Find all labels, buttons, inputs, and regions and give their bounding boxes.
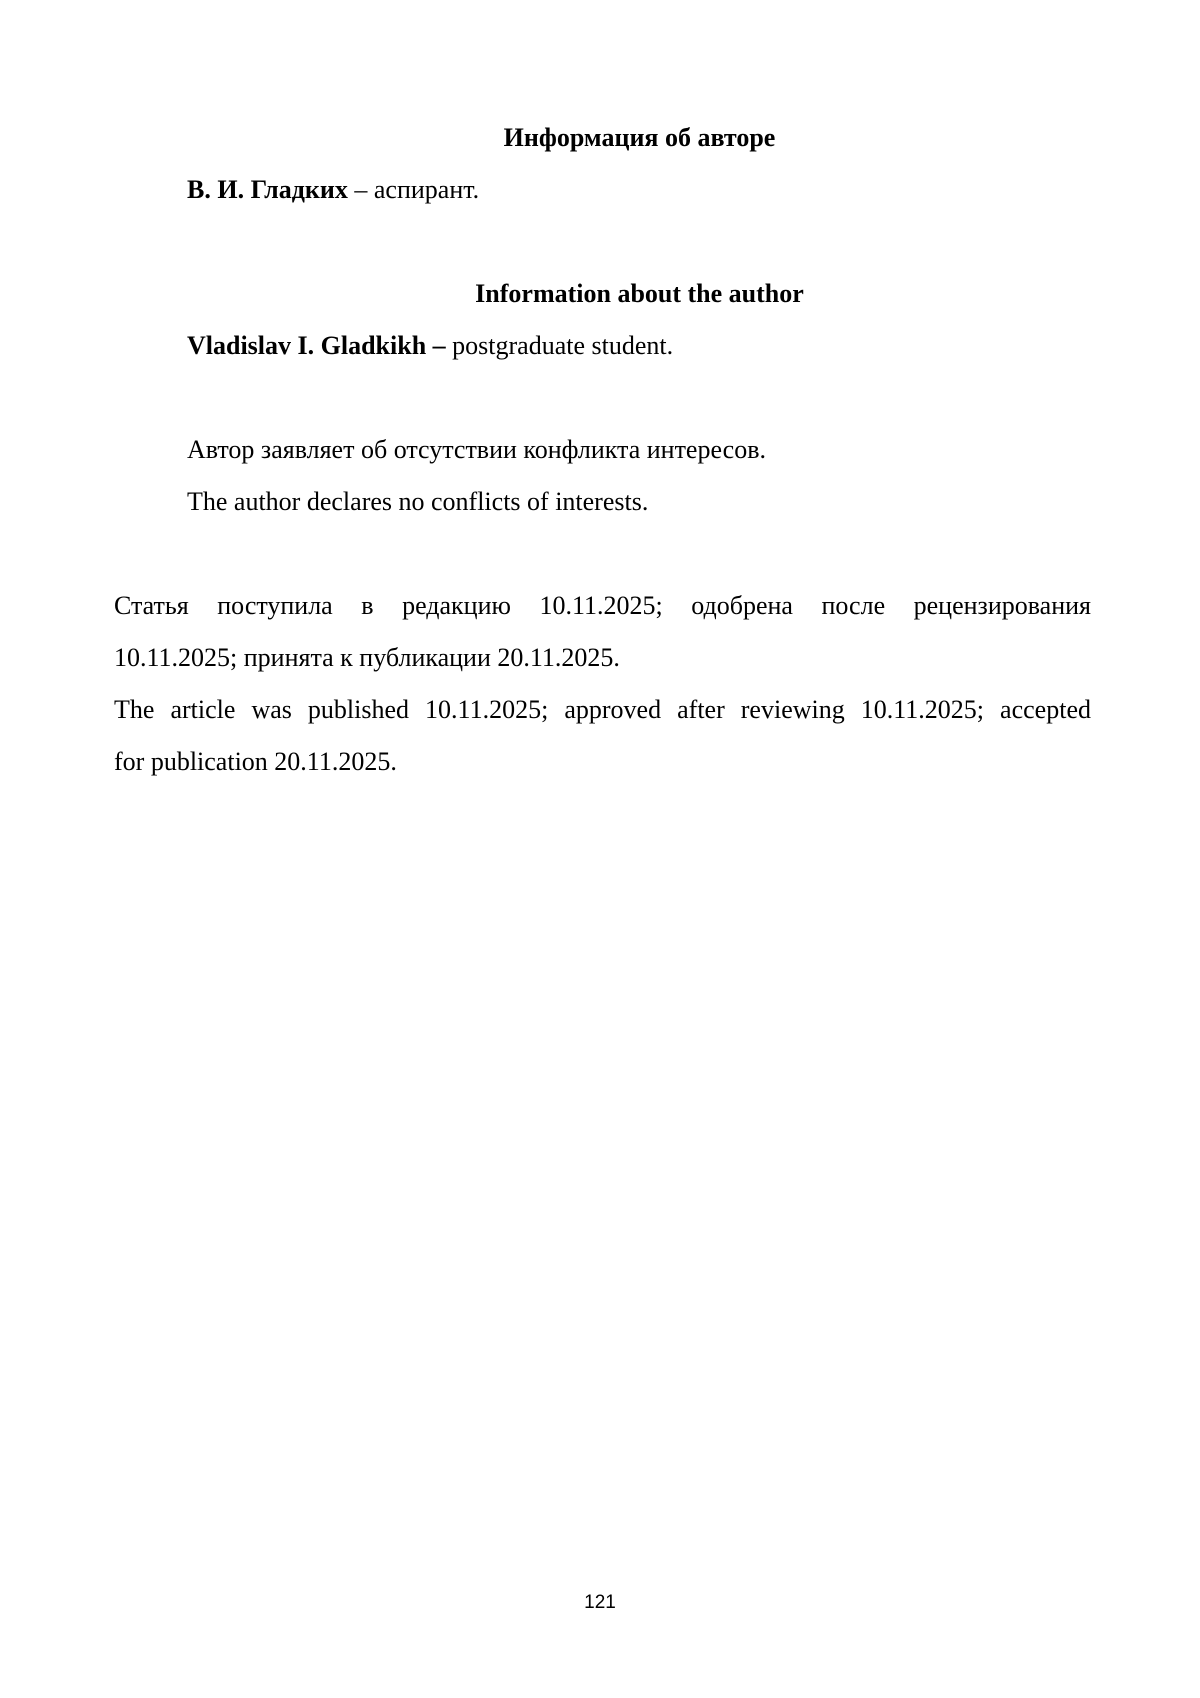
history-ru-line-1: Статья поступила в редакцию 10.11.2025; одобрена после рецензирования (114, 591, 1091, 620)
page-number: 121 (584, 1592, 616, 1613)
history-en-line-2: for publication 20.11.2025. (114, 747, 397, 776)
history-ru-line-2: 10.11.2025; принята к публикации 20.11.2025. (114, 643, 620, 672)
author-info-heading-en: Information about the author (475, 279, 804, 308)
author-name-ru: В. И. Гладких (187, 175, 348, 204)
author-info-heading-ru: Информация об авторе (503, 123, 776, 152)
history-en-line-1: The article was published 10.11.2025; approved after reviewing 10.11.2025; accepted (114, 695, 1091, 724)
author-entry-ru (187, 174, 479, 206)
author-name-en: Vladislav I. Gladkikh – (187, 331, 446, 360)
author-entry-en (187, 330, 673, 362)
author-role-ru: – аспирант. (347, 175, 480, 204)
author-role-en: postgraduate student. (445, 331, 674, 360)
conflict-statement-ru: Автор заявляет об отсутствии конфликта интересов. (187, 435, 766, 464)
conflict-statement-en: The author declares no conflicts of interests. (187, 487, 649, 516)
